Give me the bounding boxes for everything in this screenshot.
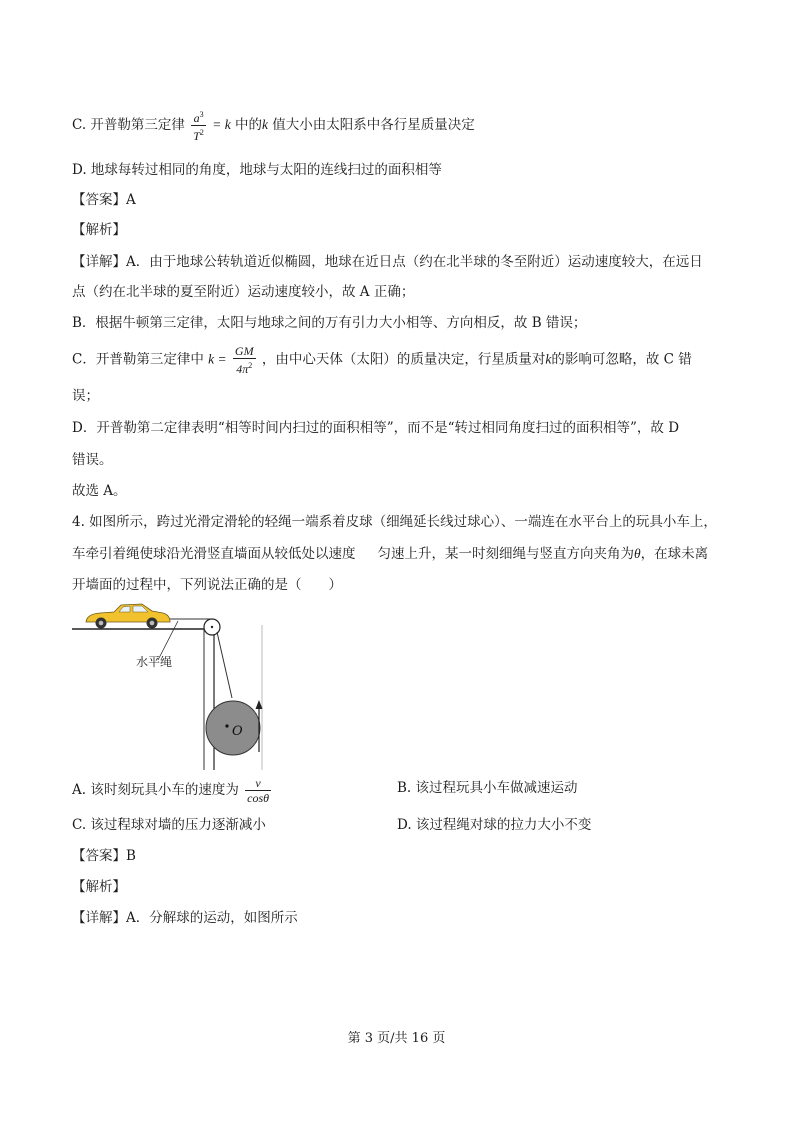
conclusion-line: 故选 A。 xyxy=(72,483,127,499)
question-4-line: 车牵引着绳使球沿光滑竖直墙面从较低处以速度 匀速上升，某一时刻细绳与竖直方向夹角为θ，在球未离 xyxy=(72,546,709,562)
option-d: D. 该过程绳对球的拉力大小不变 xyxy=(397,817,592,833)
center-label: O xyxy=(232,724,243,739)
pulley-figure xyxy=(72,600,282,770)
detail-line: 点（约在北半球的夏至附近）运动速度较小，故 A 正确； xyxy=(72,284,415,300)
k-fraction: $\frac{GM}{4\pi^2}$ xyxy=(234,344,254,376)
detail-line: 【详解】A．分解球的运动，如图所示 xyxy=(72,910,298,926)
kepler-fraction: $\frac{a^3}{T^2}$ xyxy=(193,110,204,143)
answer-label: 【答案】A xyxy=(72,192,136,208)
question-4-line: 开墙面的过程中，下列说法正确的是（ ） xyxy=(72,577,342,593)
detail-line: 误； xyxy=(72,388,99,404)
rope-label: 水平绳 xyxy=(136,655,173,669)
analysis-label: 【解析】 xyxy=(72,222,126,238)
option-c: C. 该过程球对墙的压力逐渐减小 xyxy=(72,817,266,833)
option-b: B. 该过程玩具小车做减速运动 xyxy=(397,780,578,796)
page-footer: 第 3 页/共 16 页 xyxy=(347,1031,446,1046)
question-4-line: 4. 如图所示，跨过光滑定滑轮的轻绳一端系着皮球（细绳延长线过球心）、一端连在水平台上的玩具小车上， xyxy=(72,514,717,530)
option-d-line: D. 地球每转过相同的角度，地球与太阳的连线扫过的面积相等 xyxy=(72,162,442,178)
detail-line: B．根据牛顿第三定律，太阳与地球之间的万有引力大小相等、方向相反，故 B 错误； xyxy=(72,315,587,331)
detail-line: 【详解】A．由于地球公转轨道近似椭圆，地球在近日点（约在北半球的冬至附近）运动速度较大，在远日 xyxy=(72,254,703,270)
detail-line-formula: C．开普勒第三定律中 k = $\frac{GM}{4\pi^2}$ ，由中心天体（太阳）的质量决定，行星质量对k的影响可忽略，故 C 错 xyxy=(72,344,692,376)
option-a: A. 该时刻玩具小车的速度为 $\frac{v}{\cos\theta}$ xyxy=(72,776,270,805)
answer-label: 【答案】B xyxy=(72,848,136,864)
arrow-head xyxy=(256,700,263,709)
detail-line: D．开普勒第二定律表明“相等时间内扫过的面积相等”，而不是“转过相同角度扫过的面积相等”，故 D xyxy=(72,420,680,436)
va-fraction: $\frac{v}{\cos\theta}$ xyxy=(247,776,270,805)
analysis-label: 【解析】 xyxy=(72,879,126,895)
toy-car xyxy=(86,604,170,629)
detail-line: 错误。 xyxy=(72,452,113,468)
option-c-line: C. 开普勒第三定律 $\frac{a^3}{T^2}$ = k 中的k 值大小由太阳系中各行星质量决定 xyxy=(72,110,475,143)
slanted-rope xyxy=(217,632,232,698)
